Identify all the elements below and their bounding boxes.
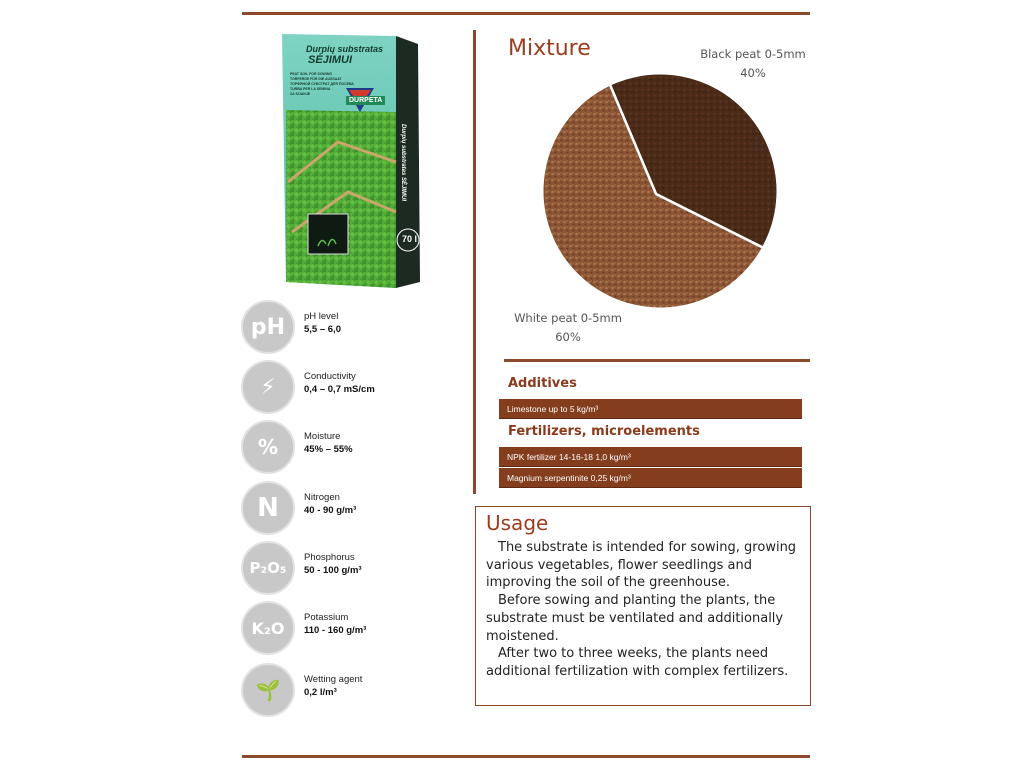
mixture-divider — [504, 359, 810, 362]
bag-side-text: Durpių substratas SĖJIMUI — [400, 124, 406, 202]
bag-volume: 70 l — [402, 234, 418, 244]
potassium-icon: K₂O — [241, 601, 295, 655]
param-label: Phosphorus — [304, 552, 355, 563]
usage-text — [486, 539, 806, 681]
bag-bullet: PEAT SOIL FOR SOWING — [290, 72, 333, 76]
bag-bullet: TURBA PER LA SEMINA — [290, 87, 331, 91]
param-potassium — [241, 601, 461, 657]
usage-title: Usage — [486, 511, 549, 535]
sprout-drop-icon: 🌱 — [241, 663, 295, 717]
param-nitrogen — [241, 481, 461, 537]
usage-paragraph: Before sowing and planting the plants, the substrate must be ventilated and additionally moistened. — [486, 593, 784, 644]
bag-title: Durpių substratas — [306, 44, 384, 54]
ph-icon: pH — [241, 300, 295, 354]
param-conductivity — [241, 360, 461, 416]
percent-drop-icon: % — [241, 420, 295, 474]
column-divider — [473, 30, 476, 494]
bag-bullet: TORFERDE FÜR DIE AUSSAAT — [290, 77, 342, 81]
param-label: Moisture — [304, 431, 341, 442]
param-value: 40 - 90 g/m³ — [304, 505, 357, 516]
param-value: 110 - 160 g/m³ — [304, 625, 367, 636]
top-rule — [242, 12, 810, 15]
param-value: 50 - 100 g/m³ — [304, 565, 362, 576]
param-wetting-agent — [241, 663, 461, 719]
bottom-rule — [242, 755, 810, 758]
pie-label-black-peat — [688, 47, 818, 80]
param-label: pH level — [304, 311, 339, 322]
phosphorus-icon: P₂O₅ — [241, 541, 295, 595]
fertilizer-item: Magnium serpentinite 0,25 kg/m³ — [499, 468, 802, 488]
slice-name: White peat 0-5mm — [514, 311, 622, 325]
bag-bullet: ТОРФЯНОЙ СУБСТРАТ ДЛЯ ПОСЕВА — [290, 82, 354, 86]
param-ph — [241, 300, 461, 356]
bag-bullet: ZA SIJANJE — [290, 92, 311, 96]
nitrogen-icon: N — [241, 481, 295, 535]
param-value: 45% – 55% — [304, 444, 353, 455]
mixture-pie-chart — [539, 70, 781, 312]
lightning-icon: ⚡ — [241, 360, 295, 414]
fertilizers-heading: Fertilizers, microelements — [508, 424, 700, 439]
usage-paragraph: After two to three weeks, the plants need additional fertilization with complex fertilizers. — [486, 646, 789, 679]
additives-heading: Additives — [508, 376, 577, 391]
bag-subtitle: SĖJIMUI — [308, 54, 353, 66]
param-moisture — [241, 420, 461, 476]
param-label: Nitrogen — [304, 492, 340, 503]
param-value: 0,2 l/m³ — [304, 687, 337, 698]
param-label: Conductivity — [304, 371, 356, 382]
mixture-title: Mixture — [508, 36, 591, 61]
slice-percent: 40% — [740, 66, 766, 80]
fertilizer-item: NPK fertilizer 14-16-18 1,0 kg/m³ — [499, 447, 802, 467]
usage-paragraph: The substrate is intended for sowing, growing various vegetables, flower seedlings and improving the soil of the greenhouse. — [486, 540, 797, 591]
param-value: 5,5 – 6,0 — [304, 324, 341, 335]
additive-item: Limestone up to 5 kg/m³ — [499, 399, 802, 419]
product-bag-image — [278, 32, 424, 290]
param-value: 0,4 – 0,7 mS/cm — [304, 384, 375, 395]
slice-percent: 60% — [555, 330, 581, 344]
usage-box — [475, 506, 811, 706]
param-label: Wetting agent — [304, 674, 363, 685]
param-label: Potassium — [304, 612, 349, 623]
slice-name: Black peat 0-5mm — [700, 47, 806, 61]
param-phosphorus — [241, 541, 461, 597]
pie-label-white-peat — [503, 311, 633, 344]
bag-brand: DURPETA — [346, 96, 385, 105]
